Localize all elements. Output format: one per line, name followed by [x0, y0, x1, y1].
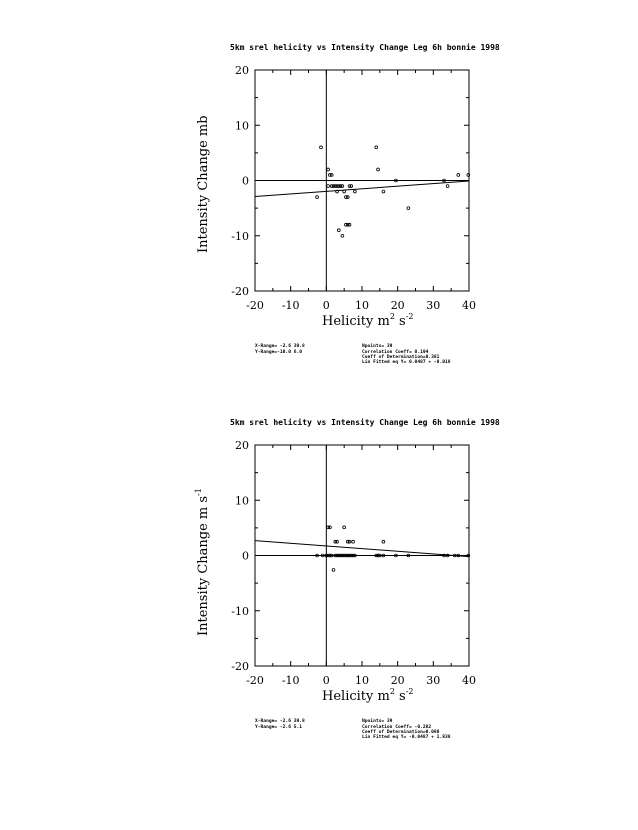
chart-2-x-tick-label: -20 [246, 674, 264, 687]
chart-1-y-range: Y-Range=-10.0 6.0 [255, 350, 303, 355]
chart-1-x-tick-label: -20 [246, 299, 264, 312]
chart-1-data-point [375, 146, 378, 149]
chart-2-y-tick-label: 0 [242, 549, 249, 563]
chart-2-x-tick-label: 40 [462, 674, 476, 687]
chart-2-fit-equation: Lin Fitted eq Y= -0.0487 + 1.838 [362, 735, 451, 740]
chart-1-ticks [255, 70, 469, 291]
chart-2-y-tick-label: -20 [231, 660, 249, 673]
chart-1-data-point [320, 146, 323, 149]
chart-2-data-point [332, 568, 335, 571]
chart-1-x-tick-label: 10 [355, 299, 369, 312]
chart-2-x-tick-label: 0 [322, 674, 330, 687]
chart-2-ticks [255, 445, 469, 666]
chart-2-marks [255, 526, 470, 571]
chart-1-data-point [446, 185, 449, 188]
chart-1-x-tick-label: 40 [462, 299, 476, 312]
chart-2-y-axis-label: Intensity Change m $s^{-1}$ [194, 488, 211, 636]
chart-1-data-point [316, 196, 319, 199]
chart-2-determination: Coeff of Determination=0.080 [362, 730, 440, 735]
chart-2-x-range: X-Range= -2.6 39.8 [255, 719, 305, 724]
chart-1-x-tick-label: 20 [390, 299, 405, 312]
chart-1-data-point [407, 207, 410, 210]
chart-2-x-tick-label: 10 [355, 674, 369, 687]
chart-1-data-point [327, 168, 330, 171]
chart-1-npoints: Npoints= 39 [362, 344, 393, 349]
chart-1-y-tick-label: -10 [231, 229, 249, 243]
chart-1 [196, 42, 500, 365]
chart-1-data-point [327, 185, 330, 188]
chart-1-y-axis-label: Intensity Change mb [196, 115, 211, 253]
chart-1-data-point [337, 229, 340, 232]
chart-2-data-point [382, 540, 385, 543]
chart-2-y-range: Y-Range= -2.6 5.1 [255, 725, 303, 730]
chart-1-y-tick-label: 20 [235, 64, 249, 77]
chart-2-y-tick-label: 10 [235, 494, 249, 508]
chart-1-data-point [353, 190, 356, 193]
chart-1-fit-line [255, 181, 469, 196]
chart-2-y-tick-label: -10 [231, 604, 249, 618]
chart-2-y-tick-label: 20 [235, 439, 249, 452]
chart-2-x-tick-label: -10 [281, 674, 300, 687]
chart-1-determination: Coeff of Determination=0.381 [362, 355, 440, 360]
chart-1-fit-equation: Lin Fitted eq Y= 0.0487 + -0.018 [362, 360, 451, 365]
chart-1-marks [255, 146, 470, 237]
chart-1-y-tick-label: 0 [242, 174, 249, 188]
chart-1-data-point [377, 168, 380, 171]
chart-1-title: 5km srel helicity vs Intensity Change Leg 6h bonnie 1998 [230, 43, 500, 52]
chart-1-y-tick-label: -20 [231, 285, 249, 298]
chart-2-title: 5km srel helicity vs Intensity Change Leg 6h bonnie 1998 [230, 418, 500, 427]
chart-1-data-point [382, 190, 385, 193]
chart-1-x-tick-label: -10 [281, 299, 300, 312]
chart-2-npoints: Npoints= 39 [362, 719, 393, 724]
chart-1-correlation: Correlation Coeff= 0.194 [362, 350, 429, 355]
chart-2-x-axis-label: Helicity $m^2$ $_s^{-2}$ [322, 687, 414, 704]
chart-2-data-point [352, 540, 355, 543]
chart-2-x-tick-label: 30 [426, 674, 441, 687]
chart-1-x-tick-label: 30 [426, 299, 441, 312]
chart-1-x-tick-label: 0 [322, 299, 330, 312]
chart-1-x-range: X-Range= -2.6 39.8 [255, 344, 305, 349]
chart-2-correlation: Correlation Coeff= -0.282 [362, 725, 432, 730]
chart-1-x-axis-label: Helicity $m^2$ $_s^{-2}$ [322, 312, 414, 329]
chart-1-data-point [457, 174, 460, 177]
chart-2-data-point [343, 526, 346, 529]
chart-2 [194, 417, 500, 740]
chart-1-data-point [341, 234, 344, 237]
chart-2-x-tick-label: 20 [390, 674, 405, 687]
chart-1-y-tick-label: 10 [235, 119, 249, 133]
chart-2-fit-line [255, 541, 469, 557]
